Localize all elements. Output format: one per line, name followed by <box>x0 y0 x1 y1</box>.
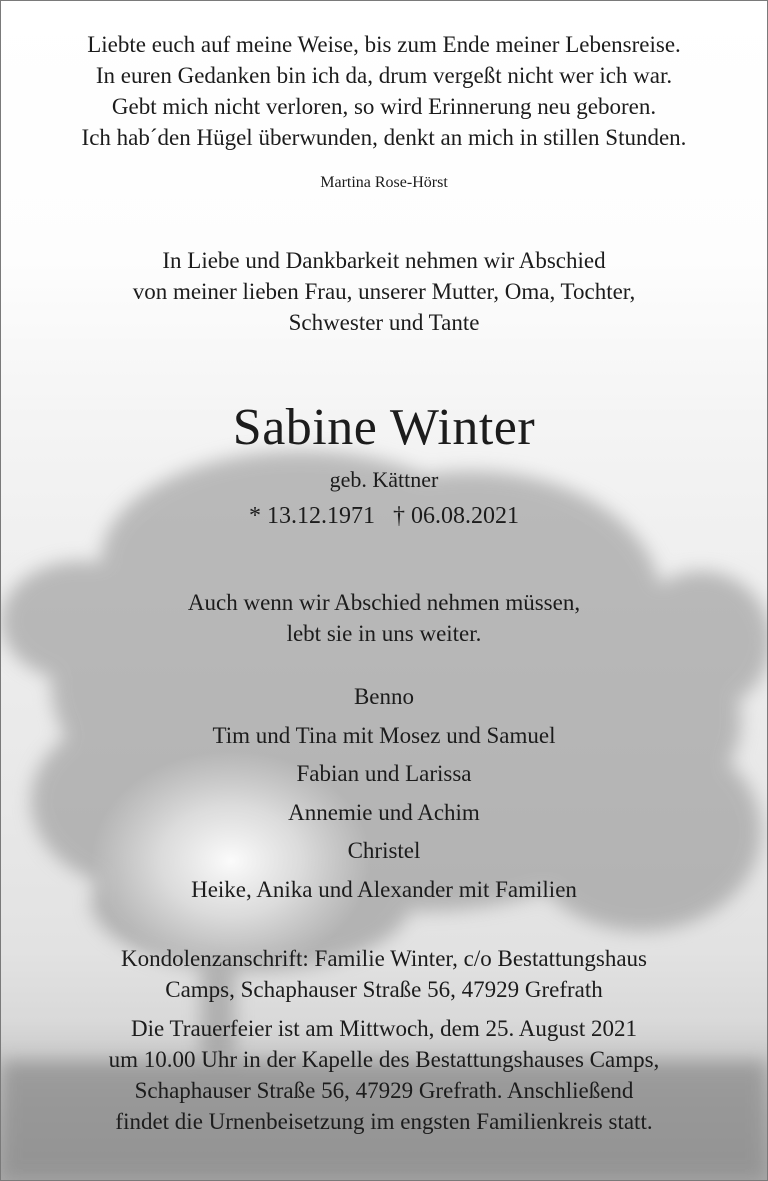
birth-name: geb. Kättner <box>329 467 439 492</box>
condolence-line: Kondolenzanschrift: Familie Winter, c/o Bestattungshaus <box>121 946 647 971</box>
mourner-entry: Benno <box>353 684 415 709</box>
life-dates <box>1 500 767 532</box>
mourner-entry: Heike, Anika und Alexander mit Familien <box>191 876 577 902</box>
mourner-entry: Tim und Tina mit Mosez und Samuel <box>212 722 556 748</box>
poem-line: Ich hab´den Hügel überwunden, denkt an mich in stillen Stunden. <box>81 125 687 150</box>
farewell-line: In Liebe und Dankbarkeit nehmen wir Abschied <box>162 248 606 273</box>
funeral-service-info <box>1 1013 767 1137</box>
service-line: Die Trauerfeier ist am Mittwoch, dem 25. August 2021 <box>131 1016 637 1041</box>
poem-line: Gebt mich nicht verloren, so wird Erinnerung neu geboren. <box>111 94 657 119</box>
deceased-name: Sabine Winter <box>232 399 536 456</box>
mourner-entry: Christel <box>347 838 421 863</box>
farewell-line: von meiner lieben Frau, unserer Mutter, Oma, Tochter, <box>132 279 636 304</box>
farewell-intro <box>1 245 767 338</box>
motto-line: Auch wenn wir Abschied nehmen müssen, <box>187 590 581 615</box>
mourner-entry: Annemie und Achim <box>288 799 480 825</box>
poem-author: Martina Rose-Hörst <box>320 174 448 191</box>
death-date: † 06.08.2021 <box>393 503 519 529</box>
mourners-list <box>1 678 767 909</box>
condolence-address <box>1 943 767 1005</box>
service-line: findet die Urnenbeisetzung im engsten Familienkreis statt. <box>115 1109 653 1134</box>
motto-line: lebt sie in uns weiter. <box>286 621 482 646</box>
service-line: um 10.00 Uhr in der Kapelle des Bestattungshauses Camps, <box>108 1047 660 1072</box>
condolence-line: Camps, Schaphauser Straße 56, 47929 Grefrath <box>165 977 603 1002</box>
service-line: Schaphauser Straße 56, 47929 Grefrath. Anschließend <box>134 1078 634 1103</box>
poem-line: In euren Gedanken bin ich da, drum vergeßt nicht wer ich war. <box>95 63 673 88</box>
motto <box>1 587 767 649</box>
birth-date: * 13.12.1971 <box>249 503 375 529</box>
poem <box>1 29 767 153</box>
farewell-line: Schwester und Tante <box>288 310 480 335</box>
mourner-entry: Fabian und Larissa <box>296 761 472 786</box>
poem-line: Liebte euch auf meine Weise, bis zum Ende meiner Lebensreise. <box>87 32 681 57</box>
